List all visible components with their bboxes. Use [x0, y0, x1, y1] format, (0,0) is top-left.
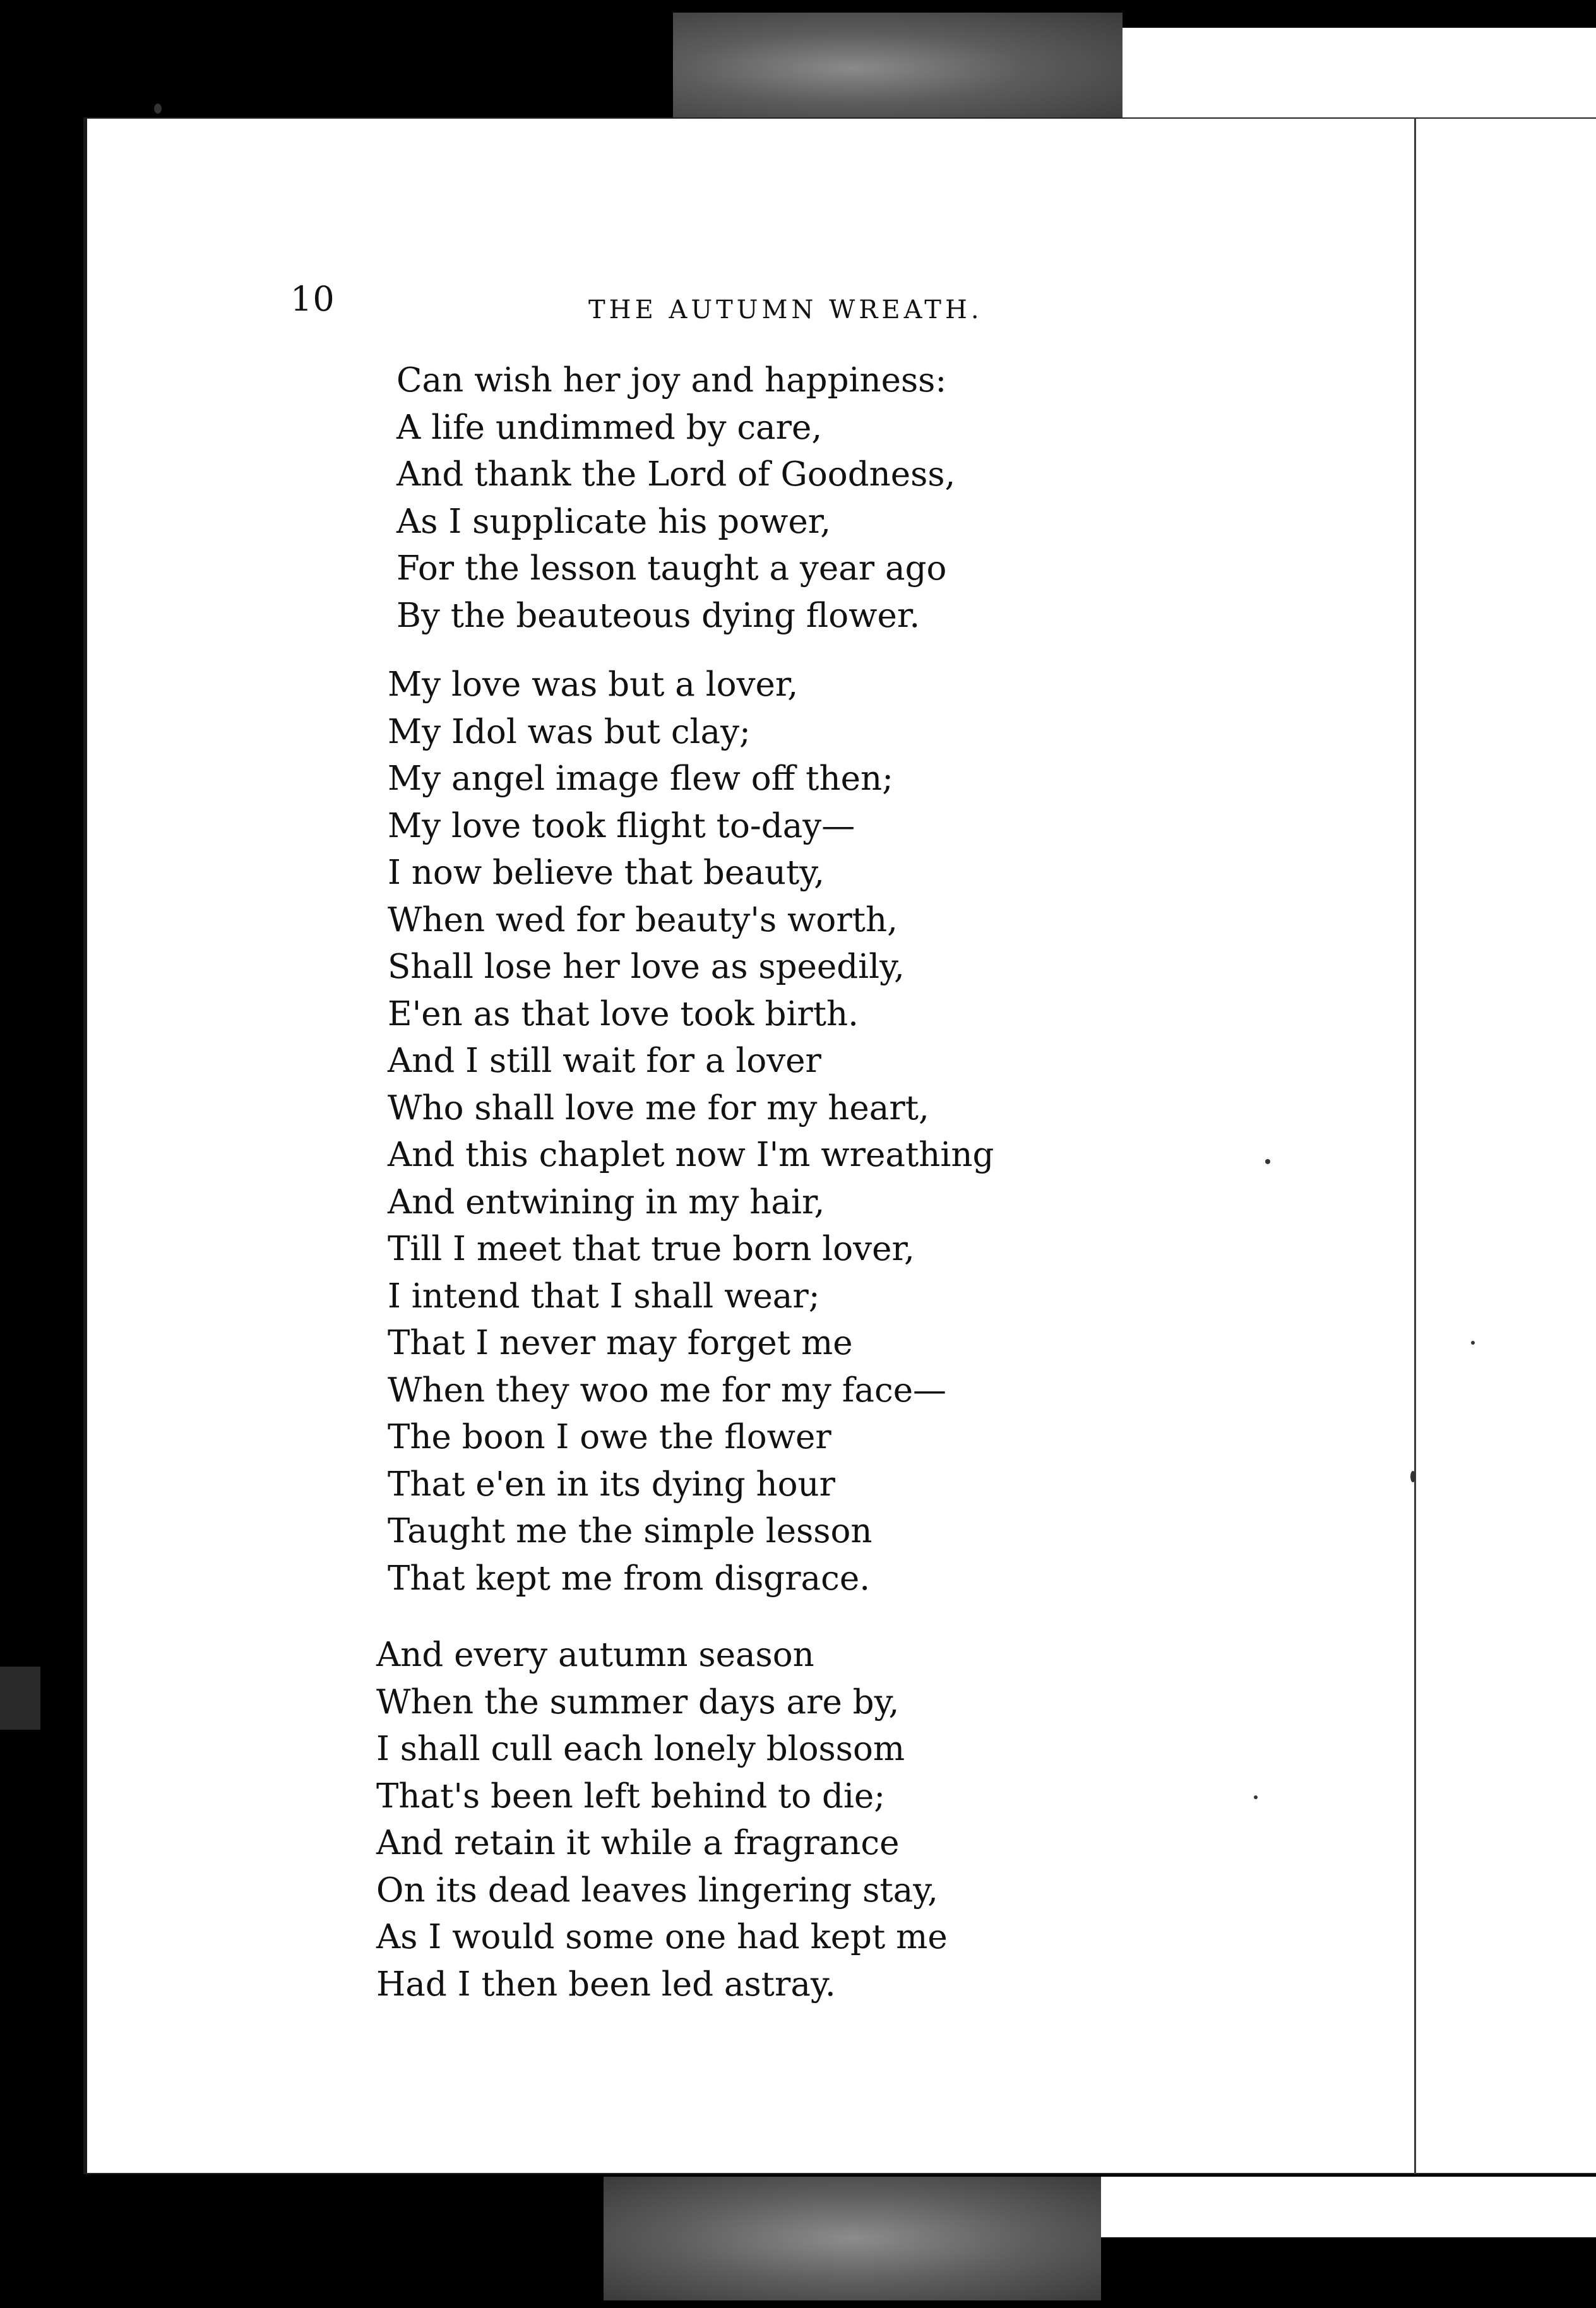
scan-speck [154, 104, 162, 114]
poem-line: My love took flight to-day— [388, 806, 855, 845]
poem-line: When they woo me for my face— [388, 1371, 947, 1410]
adjacent-page-edge-top [1123, 28, 1596, 126]
page-gutter-line [1414, 117, 1416, 2174]
poem-line: And this chaplet now I'm wreathing [388, 1136, 994, 1174]
poem-line: On its dead leaves lingering stay, [376, 1871, 939, 1910]
poem-line: My Idol was but clay; [388, 712, 751, 751]
scan-speck [1265, 1159, 1270, 1164]
poem-line: I shall cull each lonely blossom [376, 1730, 905, 1768]
poem-line: That I never may forget me [388, 1324, 853, 1362]
adjacent-page-edge-bottom [1101, 2177, 1596, 2237]
poem-line: For the lesson taught a year ago [396, 549, 947, 588]
scan-background-strip-top [673, 13, 1123, 124]
scan-speck [1254, 1795, 1258, 1799]
poem-line: That kept me from disgrace. [388, 1559, 871, 1598]
poem-line: That e'en in its dying hour [388, 1465, 835, 1504]
poem-line: By the beauteous dying flower. [396, 596, 920, 635]
poem-line: Had I then been led astray. [376, 1965, 836, 2004]
poem-line: Till I meet that true born lover, [388, 1230, 915, 1268]
poem-line: I intend that I shall wear; [388, 1276, 820, 1316]
scan-smudge [0, 1667, 40, 1730]
poem-line: A life undimmed by care, [396, 408, 823, 447]
poem-line: And thank the Lord of Goodness, [396, 455, 956, 494]
poem-line: The boon I owe the flower [388, 1418, 831, 1456]
page-number: 10 [290, 279, 335, 319]
poem-line: And I still wait for a lover [388, 1042, 821, 1080]
running-head: THE AUTUMN WREATH. [588, 295, 983, 324]
scan-speck [1471, 1341, 1475, 1345]
poem-line: Can wish her joy and happiness: [396, 361, 947, 400]
poem-line: When wed for beauty's worth, [388, 900, 898, 939]
poem-line: And entwining in my hair, [388, 1182, 825, 1222]
scan-background-strip-bottom [604, 2177, 1101, 2300]
stanza-3 [376, 1632, 948, 2008]
poem-line: My angel image flew off then; [388, 759, 893, 798]
poem-line: That's been left behind to die; [376, 1776, 886, 1816]
poem-line: As I would some one had kept me [376, 1918, 948, 1956]
stanza-1 [396, 357, 955, 639]
poem-line: Shall lose her love as speedily, [388, 948, 905, 986]
poem-line: And retain it while a fragrance [376, 1824, 900, 1862]
poem-line: When the summer days are by, [376, 1682, 900, 1722]
poem-line: As I supplicate his power, [396, 502, 831, 541]
stanza-2 [388, 662, 994, 1602]
poem-line: Taught me the simple lesson [388, 1512, 872, 1550]
poem-line: My love was but a lover, [388, 665, 799, 704]
poem-line: I now believe that beauty, [388, 854, 825, 892]
poem-line: And every autumn season [376, 1636, 814, 1674]
poem-line: E'en as that love took birth. [388, 994, 859, 1033]
poem-line: Who shall love me for my heart, [388, 1088, 929, 1127]
scan-speck [1410, 1471, 1415, 1482]
